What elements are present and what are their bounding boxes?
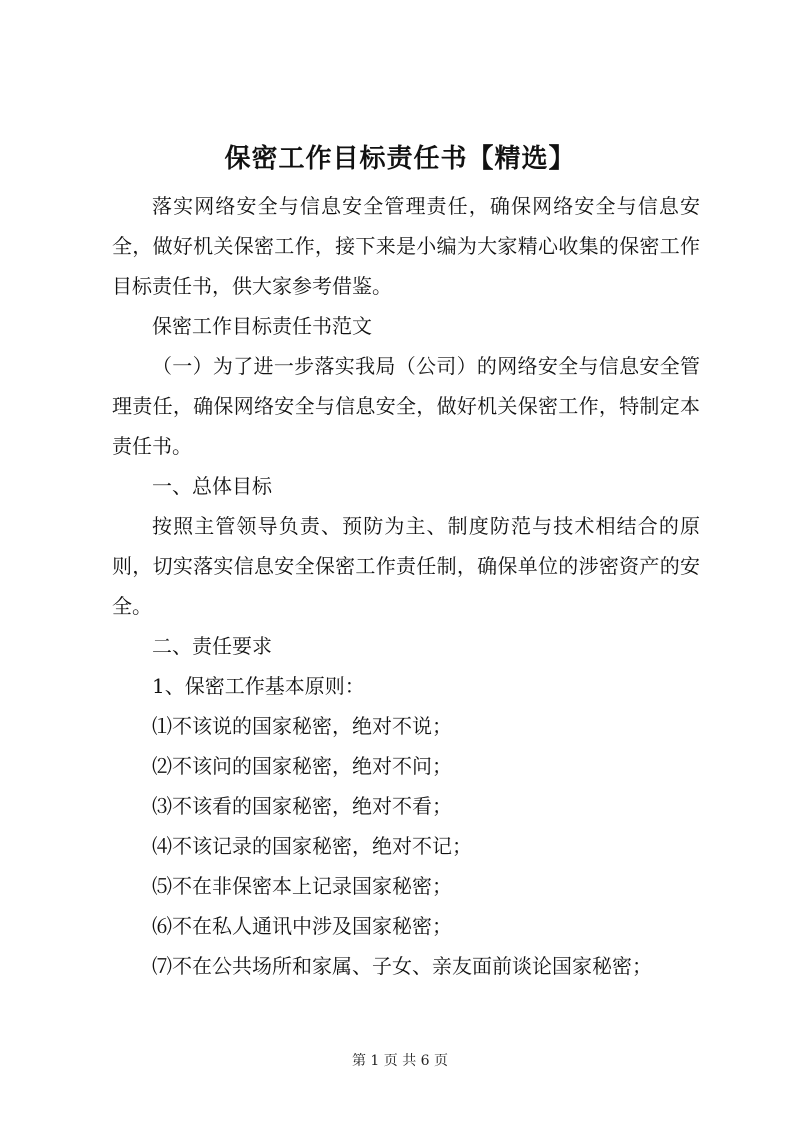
paragraph-goal: 按照主管领导负责、预防为主、制度防范与技术相结合的原则，切实落实信息安全保密工作责任制，确保单位的涉密资产的安全。 — [112, 514, 700, 618]
list-item: ⑶不该看的国家秘密，绝对不看； — [152, 794, 452, 818]
list-item: ⑺不在公共场所和家属、子女、亲友面前谈论国家秘密； — [152, 954, 652, 978]
paragraph-purpose: （一）为了进一步落实我局（公司）的网络安全与信息安全管理责任，确保网络安全与信息安全，做好机关保密工作，特制定本责任书。 — [112, 354, 700, 458]
list-item: ⑸不在非保密本上记录国家秘密； — [152, 874, 452, 898]
intro-paragraph: 落实网络安全与信息安全管理责任，确保网络安全与信息安全，做好机关保密工作，接下来是小编为大家精心收集的保密工作目标责任书，供大家参考借鉴。 — [112, 194, 700, 298]
page-footer: 第 1 页 共 6 页 — [351, 1053, 449, 1069]
list-item: ⑴不该说的国家秘密，绝对不说； — [152, 714, 452, 738]
section-heading-requirements: 二、责任要求 — [152, 634, 272, 658]
document-title: 保密工作目标责任书【精选】 — [224, 144, 576, 174]
document-body — [112, 186, 700, 986]
list-item: ⑹不在私人通讯中涉及国家秘密； — [152, 914, 452, 938]
subsection-heading-principles: 1、保密工作基本原则： — [152, 674, 365, 698]
section-heading-goal: 一、总体目标 — [152, 474, 272, 498]
list-item: ⑷不该记录的国家秘密，绝对不记； — [152, 834, 472, 858]
list-item: ⑵不该问的国家秘密，绝对不问； — [152, 754, 452, 778]
section-heading-sample: 保密工作目标责任书范文 — [152, 314, 372, 338]
